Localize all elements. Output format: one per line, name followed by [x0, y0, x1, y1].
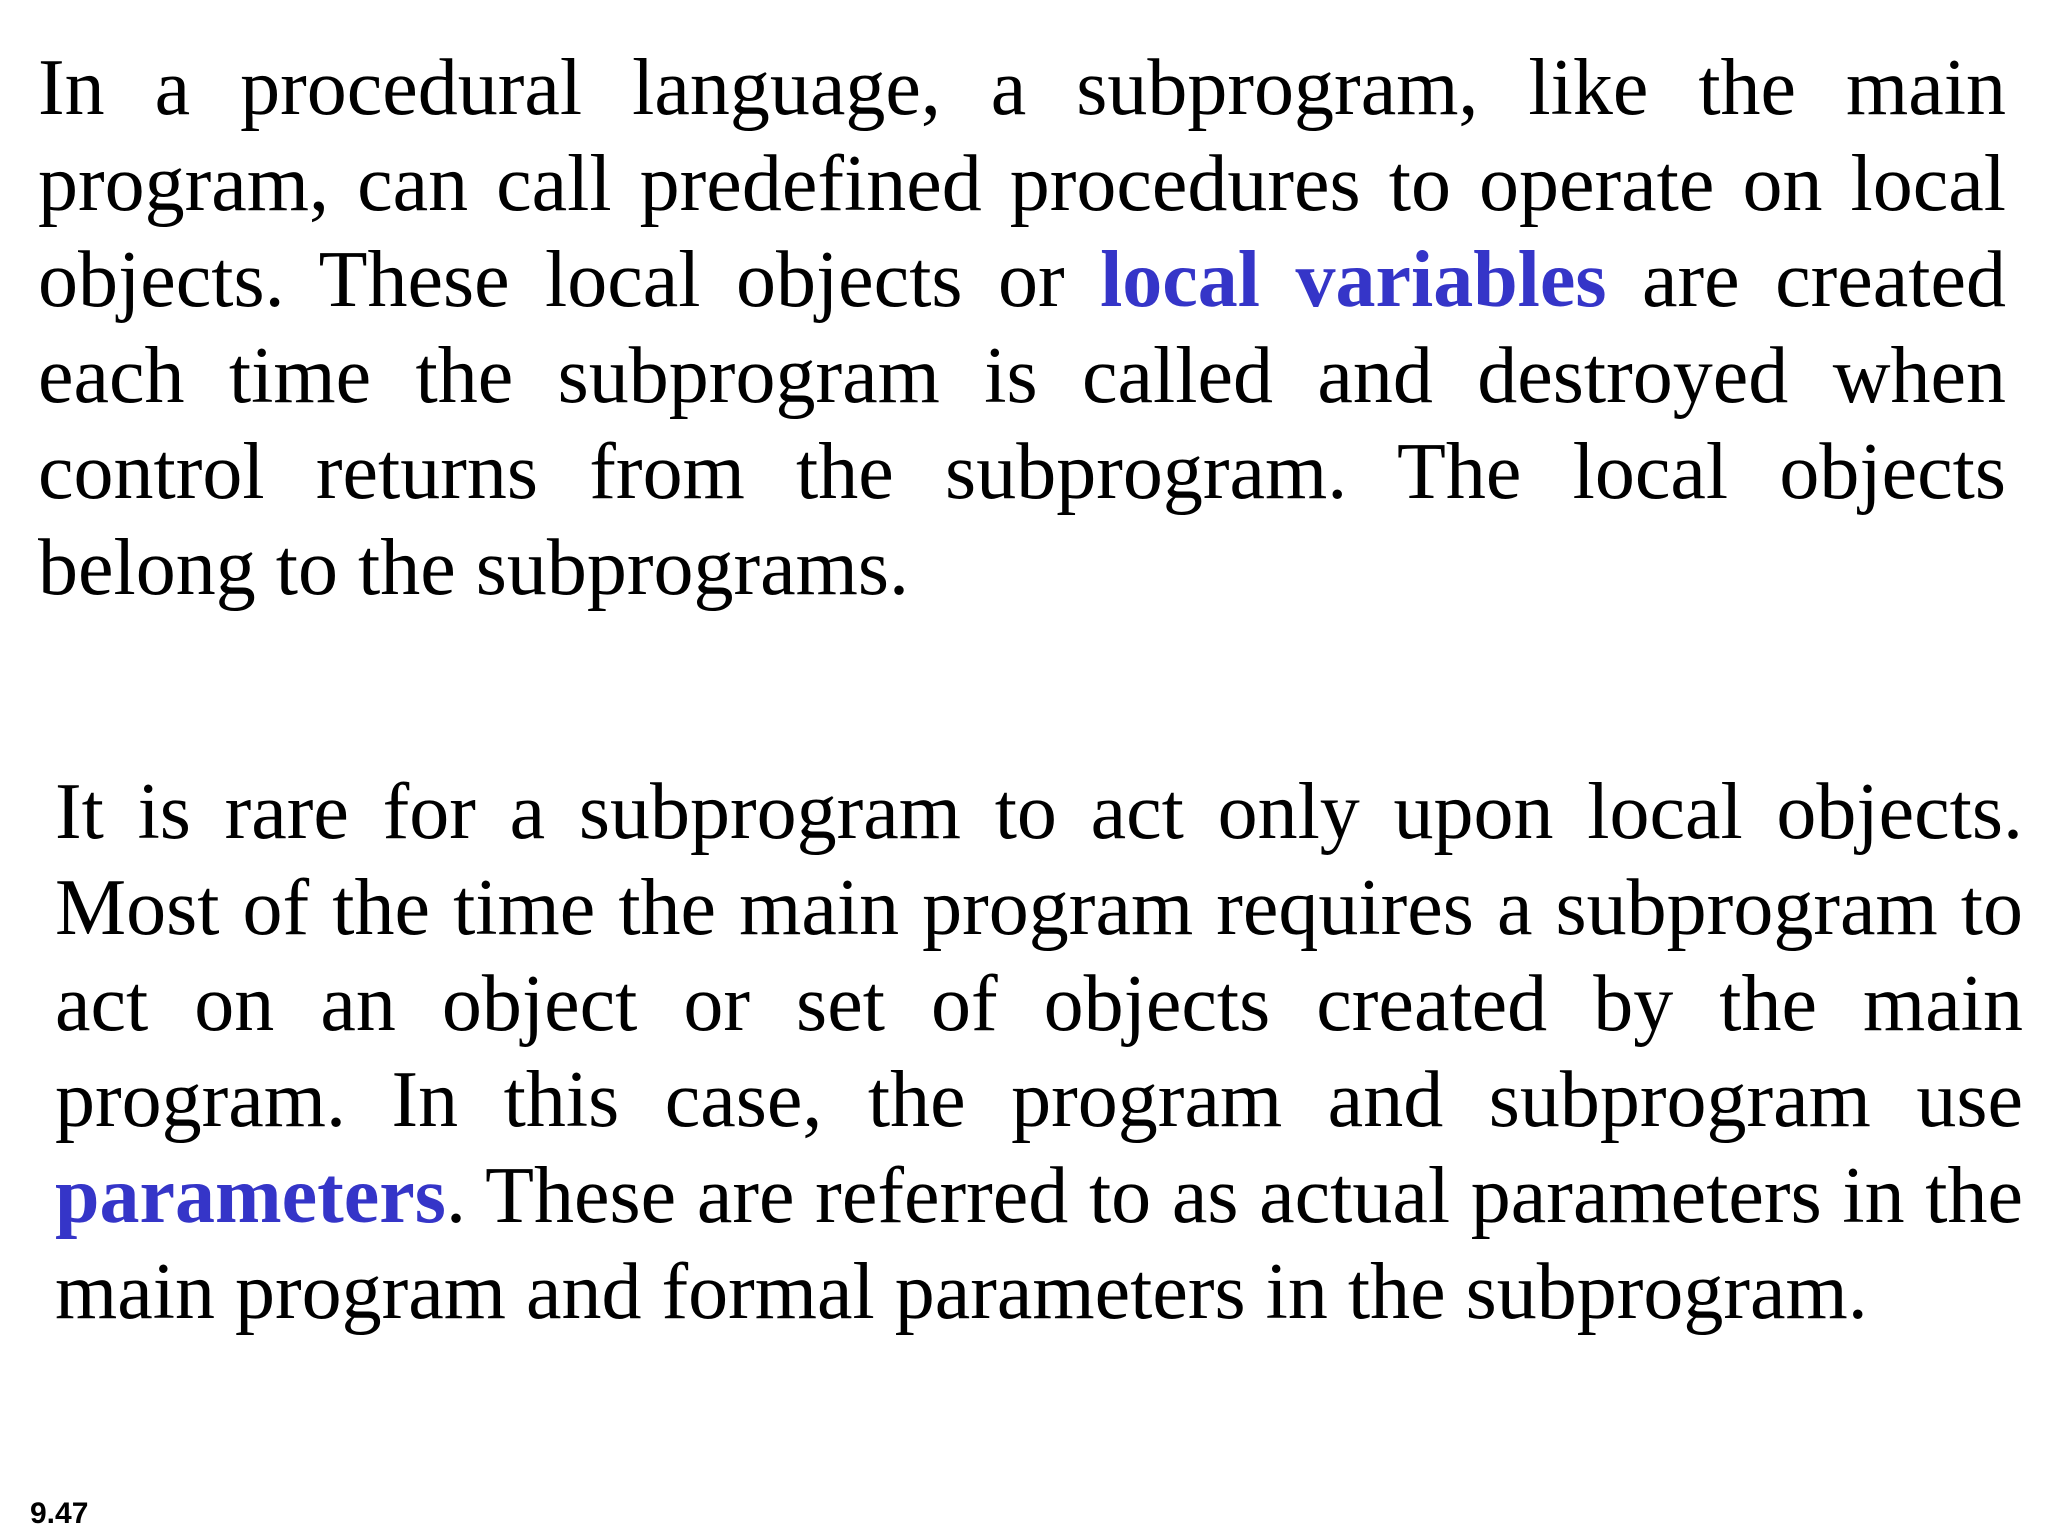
term-parameters: parameters — [55, 1152, 446, 1240]
paragraph-1-text-start: In a procedural language, a subprogram, like the main program, can call predefined procedures to operate on local objects. These local objects or — [38, 44, 2006, 324]
paragraph-local-variables — [38, 40, 2006, 616]
paragraph-2-text-end: . These are referred to as actual parameters in the main program and formal parameters in the subprogram. — [55, 1152, 2023, 1336]
term-local-variables: local variables — [1100, 236, 1607, 324]
paragraph-parameters — [55, 764, 2023, 1340]
page-number: 9.47 — [30, 1497, 89, 1530]
paragraph-2-text-start: It is rare for a subprogram to act only upon local objects. Most of the time the main program requires a subprogram to act on an object or set of objects created by the main program. In this case, the program and subprogram use — [55, 768, 2023, 1144]
paragraph-1-text-end: are created each time the subprogram is called and destroyed when control returns from the subprogram. The local objects belong to the subprograms. — [38, 236, 2006, 612]
